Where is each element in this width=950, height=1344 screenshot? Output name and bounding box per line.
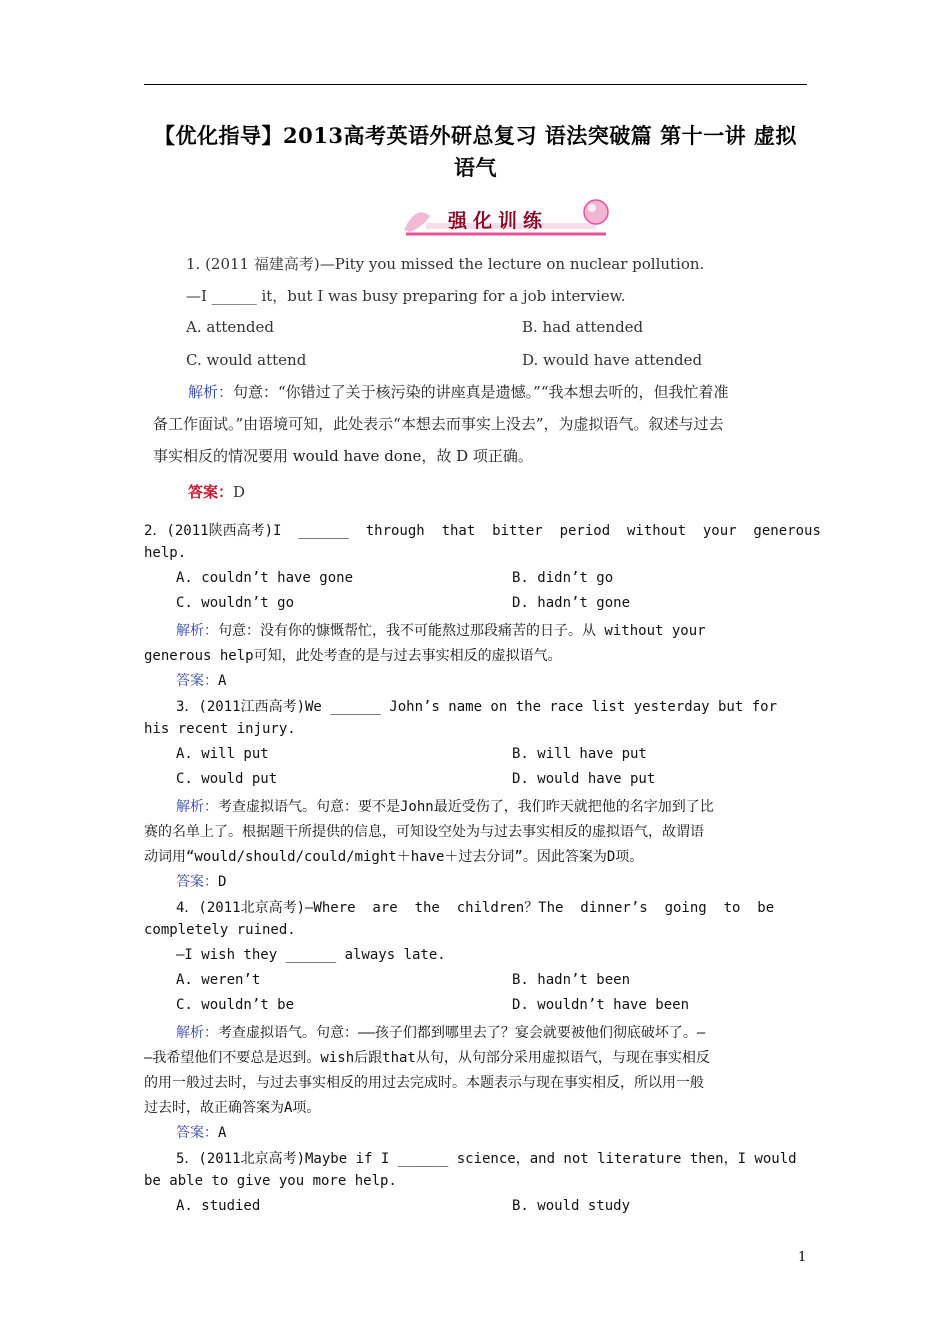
q2-exp-text-1: 句意：没有你的慷慨帮忙，我不可能熬过那段痛苦的日子。从 without your xyxy=(218,623,706,639)
q1-answer-label: 答案： xyxy=(188,483,234,501)
q2-answer-label: 答案： xyxy=(176,673,218,689)
q4-explanation-line-1 xyxy=(176,1022,705,1042)
q1-option-b: B. had attended xyxy=(522,318,644,336)
q4-explanation-line-2: —我希望他们不要总是迟到。wish后跟that从句，从句部分采用虚拟语气，与现在事实相反 xyxy=(144,1050,710,1066)
q4-option-c: C. wouldn’t be xyxy=(176,997,295,1013)
q5-option-a: A. studied xyxy=(176,1198,261,1214)
q1-exp-line-2: 备工作面试。”由语境可知，此处表示“本想去而事实上没去”，为虚拟语气。叙述与过去 xyxy=(153,415,724,433)
q4-stem-2: completely ruined. xyxy=(144,922,296,938)
q3-stem-2: his recent injury. xyxy=(144,721,296,737)
q2-stem: 2．(2011陕西高考)I ______ through that bitter period without your generous xyxy=(144,523,821,539)
q3-explanation-line-1 xyxy=(176,796,714,816)
q2-option-d: D. hadn’t gone xyxy=(512,595,631,611)
q5-stem: 5．(2011北京高考)Maybe if I ______ science，and not literature then，I would xyxy=(176,1151,797,1167)
q4-option-d: D. wouldn’t have been xyxy=(512,997,690,1013)
q4-exp-label: 解析： xyxy=(176,1025,218,1041)
q3-answer-label: 答案： xyxy=(176,874,218,890)
q3-option-b: B. will have put xyxy=(512,746,647,762)
q3-answer-value: D xyxy=(218,874,227,890)
q4-option-a: A. weren’t xyxy=(176,972,261,988)
top-rule xyxy=(144,84,807,85)
q3-stem: 3．(2011江西高考)We ______ John’s name on the race list yesterday but for xyxy=(176,699,778,715)
q2-answer xyxy=(176,670,226,690)
q1-exp-line-3: 事实相反的情况要用 would have done，故 D 项正确。 xyxy=(153,447,533,465)
q1-explanation xyxy=(153,376,823,472)
banner-title: 强化训练 xyxy=(448,210,549,232)
q1-exp-label: 解析： xyxy=(188,383,234,401)
q4-exp-text-1: 考查虚拟语气。句意：——孩子们都到哪里去了？宴会就要被他们彻底破坏了。— xyxy=(218,1025,706,1041)
title-line-1: 【优化指导】2013高考英语外研总复习 语法突破篇 第十一讲 虚拟 xyxy=(154,123,797,148)
q3-exp-text-1: 考查虚拟语气。句意：要不是John最近受伤了，我们昨天就把他的名字加到了比 xyxy=(218,799,714,815)
q1-answer-value: D xyxy=(233,483,246,501)
q4-answer-label: 答案： xyxy=(176,1125,218,1141)
q3-exp-label: 解析： xyxy=(176,799,218,815)
page-number: 1 xyxy=(798,1250,807,1265)
q1-stem: 1. (2011 福建高考)—Pity you missed the lecture on nuclear pollution. xyxy=(186,255,705,273)
q3-explanation-line-2: 赛的名单上了。根据题干所提供的信息，可知设空处为与过去事实相反的虚拟语气，故谓语 xyxy=(144,824,704,840)
q4-answer-value: A xyxy=(218,1125,227,1141)
q1-reply: —I ______ it，but I was busy preparing for a job interview. xyxy=(186,287,626,305)
q4-option-b: B. hadn’t been xyxy=(512,972,631,988)
q2-explanation-line-1 xyxy=(176,620,706,640)
q3-explanation-line-3: 动词用“would/should/could/might＋have＋过去分词”。因此答案为D项。 xyxy=(144,849,644,865)
q3-answer xyxy=(176,871,226,891)
q4-explanation-line-3: 的用一般过去时，与过去事实相反的用过去完成时。本题表示与现在事实相反，所以用一般 xyxy=(144,1075,704,1091)
q2-option-c: C. wouldn’t go xyxy=(176,595,295,611)
q1-exp-line-1: 句意：“你错过了关于核污染的讲座真是遗憾。”“我本想去听的，但我忙着准 xyxy=(233,383,729,401)
q3-option-a: A. will put xyxy=(176,746,269,762)
q2-answer-value: A xyxy=(218,673,227,689)
q2-exp-label: 解析： xyxy=(176,623,218,639)
q4-reply: —I wish they ______ always late. xyxy=(176,947,446,963)
q1-option-c: C. would attend xyxy=(186,351,307,369)
q4-stem: 4．(2011北京高考)—Where are the children？The dinner’s going to be xyxy=(176,900,775,916)
q3-option-d: D. would have put xyxy=(512,771,656,787)
q2-option-a: A. couldn’t have gone xyxy=(176,570,354,586)
q4-explanation-line-4: 过去时，故正确答案为A项。 xyxy=(144,1100,321,1116)
q1-answer xyxy=(188,481,245,502)
q2-option-b: B. didn’t go xyxy=(512,570,614,586)
q2-explanation-line-2: generous help可知，此处考查的是与过去事实相反的虚拟语气。 xyxy=(144,648,562,664)
q1-option-d: D. would have attended xyxy=(522,351,703,369)
q5-stem-2: be able to give you more help. xyxy=(144,1173,397,1189)
title-line-2: 语气 xyxy=(454,155,497,180)
q1-option-a: A. attended xyxy=(186,318,274,336)
page-title xyxy=(144,120,807,184)
q5-option-b: B. would study xyxy=(512,1198,631,1214)
q2-stem-2: help. xyxy=(144,545,187,561)
q3-option-c: C. would put xyxy=(176,771,278,787)
q4-answer xyxy=(176,1122,226,1142)
